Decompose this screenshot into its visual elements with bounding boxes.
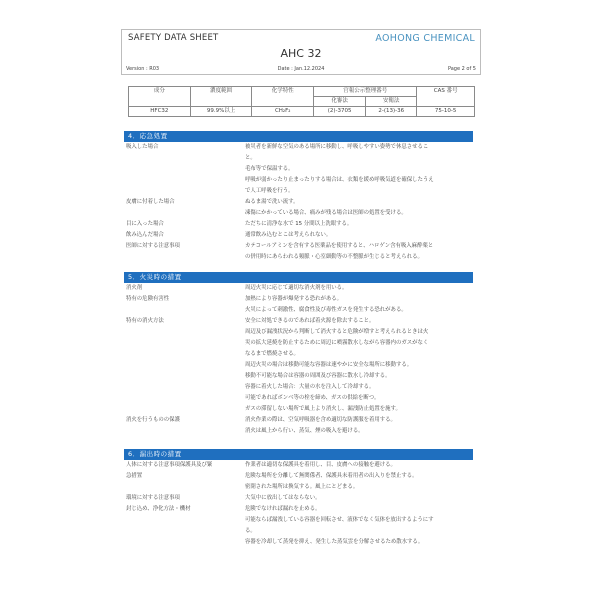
item-text: 被災者を新鮮な空気のある場所に移動し、呼吸しやすい姿勢で休息させるこ (245, 144, 429, 150)
item-text: 災の拡大延焼を防止するために周辺に噴霧散水しながら容器内のガスがなく (245, 340, 429, 346)
item-text: 周辺火災の場合は移動可能な容器は速やかに安全な場所に移動する。 (245, 362, 413, 368)
list-item (124, 493, 473, 504)
item-label: 特有の危険有害性 (126, 296, 170, 302)
section-fire-fighting (124, 272, 473, 437)
header-gazette-number: 官報公示整理番号 (314, 87, 417, 97)
item-text: カテコールアミンを含有する医薬品を使用すると、ハロゲン含有吸入麻酔薬と (245, 243, 434, 249)
table-row (129, 107, 475, 117)
header-component: 成分 (129, 87, 191, 107)
cell-ish: 2-(13)-36 (366, 107, 417, 117)
item-text: 容器を冷却して蒸発を抑え、発生した蒸気雲を分解させるため散水する。 (245, 539, 424, 545)
document-title: SAFETY DATA SHEET (128, 33, 219, 43)
item-label: 人体に対する注意事項保護具及び緊 (126, 462, 213, 468)
item-text: ただちに清浄な水で 15 分間以上洗眼する。 (245, 221, 353, 227)
cell-component: HFC32 (129, 107, 191, 117)
list-item (124, 241, 473, 263)
item-text: 消火は風上から行い、蒸気、煙の吸入を避ける。 (245, 428, 364, 434)
item-text: 危険な場所を分離して無関係者、保護具未着用者の出入りを禁止する。 (245, 473, 418, 479)
item-text: 周辺及び漏洩状況から判断して消火すると危険が増すと考えられるときは火 (245, 329, 429, 335)
list-item (124, 230, 473, 241)
item-label: 消火剤 (126, 285, 143, 291)
item-text: 消火作業の際は、空気呼吸器を含め適切な防護服を着用する。 (245, 417, 396, 423)
header-cas: CAS 番号 (417, 87, 475, 107)
item-text: で人工呼吸を行う。 (245, 188, 294, 194)
item-text: の併用時にあらわれる頻脈・心室細動等の不整脈が生じると考えられる。 (245, 254, 423, 260)
item-text: 可能ならば漏洩している容器を回転させ、液体でなく気体を放出するようにす (245, 517, 434, 523)
cell-concentration: 99.9%以上 (190, 107, 252, 117)
header-ish: 安衛法 (366, 97, 417, 107)
list-item (124, 504, 473, 548)
header-concentration: 濃度範囲 (190, 87, 252, 107)
version-label: Version : R03 (126, 66, 160, 72)
item-text: 容器に着火した場合：大量の水を注入して冷却する。 (245, 384, 375, 390)
cell-chemical-formula: CH₂F₂ (252, 107, 314, 117)
item-text: 作業者は適切な保護具を着用し、目、皮膚への接触を避ける。 (245, 462, 396, 468)
item-text: ぬるま湯で洗い流す。 (245, 199, 299, 205)
item-label: 特有の消火方法 (126, 318, 164, 324)
section-title: 4．応急処置 (124, 131, 473, 142)
section-first-aid (124, 131, 473, 263)
item-text: 周辺火災に応じて適切な消火剤を用いる。 (245, 285, 348, 291)
list-item (124, 460, 473, 471)
section-title: 5．火災時の措置 (124, 272, 473, 283)
item-label: 目に入った場合 (126, 221, 164, 227)
item-text: 呼吸が弱かったり止まったりする場合は、衣類を緩め呼吸気道を確保したうえ (245, 177, 434, 183)
item-text: 危険でなければ漏れを止める。 (245, 506, 321, 512)
item-text: 密閉された場所は換気する。風上にとどまる。 (245, 484, 359, 490)
item-text: と。 (245, 155, 256, 161)
list-item (124, 316, 473, 415)
date-label: Date : Jan.12.2024 (277, 66, 325, 72)
section-title: 6．漏出時の措置 (124, 449, 473, 460)
item-label: 吸入した場合 (126, 144, 159, 150)
item-label: 封じ込め、浄化方法・機材 (126, 506, 191, 512)
list-item (124, 471, 473, 493)
item-text: なるまで燃焼させる。 (245, 351, 299, 357)
item-text: る。 (245, 528, 256, 534)
list-item (124, 219, 473, 230)
item-text: 安全に対処できるのであれば着火源を除去すること。 (245, 318, 375, 324)
list-item (124, 142, 473, 197)
item-text: 通常飲み込むとこは考えられない。 (245, 232, 332, 238)
item-label: 皮膚に付着した場合 (126, 199, 175, 205)
item-label: 医師に対する注意事項 (126, 243, 180, 249)
product-name: AHC 32 (280, 47, 322, 60)
item-text: 加熱により容器が爆発する恐れがある。 (245, 296, 343, 302)
item-label: 飲み込んだ場合 (126, 232, 164, 238)
page-number: Page 2 of 5 (447, 66, 476, 72)
item-text: 毛布等で保温する。 (245, 166, 294, 172)
item-label: 環境に対する注意事項 (126, 495, 180, 501)
company-name: AOHONG CHEMICAL (375, 33, 475, 44)
cell-cscl: (2)-3705 (314, 107, 366, 117)
item-text: 火災によって刺激性、腐食性及び毒性ガスを発生する恐れがある。 (245, 307, 407, 313)
item-label: 急措置 (126, 473, 143, 479)
item-label: 消火を行うものの保護 (126, 417, 180, 423)
header-chemical-formula: 化学特性 (252, 87, 314, 107)
list-item (124, 197, 473, 219)
cell-cas: 75-10-5 (417, 107, 475, 117)
item-text: 凍傷にかかっている場合、痛みが残る場合は医師の処置を受ける。 (245, 210, 407, 216)
document-header (121, 29, 481, 75)
item-text: 移動不可能な場合は容器の周囲及び容器に散水し冷却する。 (245, 373, 391, 379)
section-accidental-release (124, 449, 473, 548)
list-item (124, 294, 473, 316)
item-text: 大気中に放出してはならない。 (245, 495, 321, 501)
list-item (124, 415, 473, 437)
header-cscl: 化審法 (314, 97, 366, 107)
item-text: ガスの滞留しない場所で風上より消火し、漏洩防止処置を施す。 (245, 406, 401, 412)
item-text: 可能であればボンベ等の栓を締め、ガスの供給を断つ。 (245, 395, 380, 401)
composition-table (128, 86, 475, 117)
list-item (124, 283, 473, 294)
